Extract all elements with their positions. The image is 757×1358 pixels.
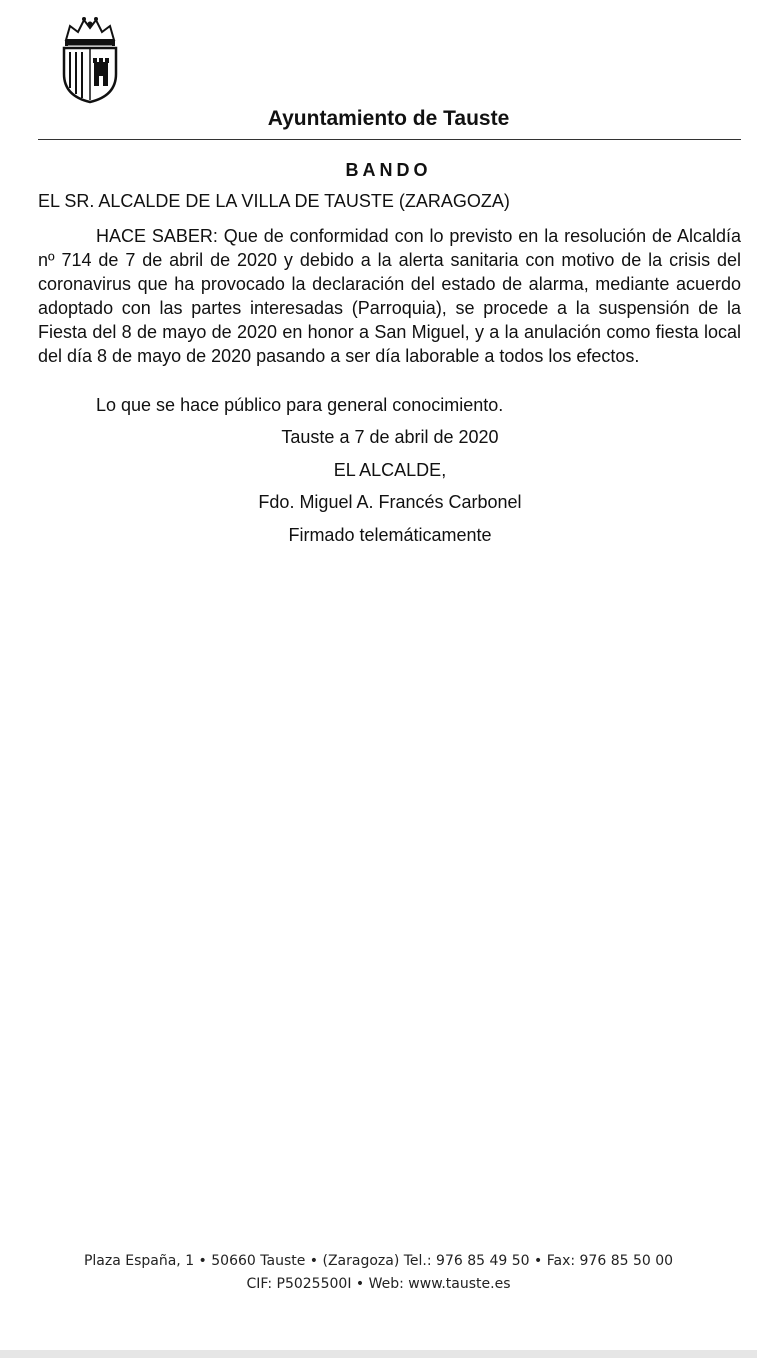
- body-paragraph: HACE SABER: Que de conformidad con lo previsto en la resolución de Alcaldía nº 714 de 7 de abril de 2020 y debido a la alerta sanitaria con motivo de la crisis del coronavirus que ha provocado la declaración del estado de alarma, mediante acuerdo adoptado con las partes interesadas (Parroquia), se procede a la suspensión de la Fiesta del 8 de mayo de 2020 en honor a San Miguel, y a la anulación como fiesta local del día 8 de mayo de 2020 pasando a ser día laborable a todos los efectos.: [38, 226, 741, 366]
- place-date: Tauste a 7 de abril de 2020: [281, 427, 499, 447]
- header-divider: [38, 139, 741, 140]
- municipal-coat-of-arms-icon: [52, 14, 128, 106]
- bottom-edge: [0, 1350, 757, 1358]
- footer-address: Plaza España, 1 • 50660 Tauste • (Zaragoza) Tel.: 976 85 49 50 • Fax: 976 85 50 00: [83, 1253, 674, 1269]
- organization-name: Ayuntamiento de Tauste: [267, 107, 510, 130]
- signer-name: Fdo. Miguel A. Francés Carbonel: [258, 492, 522, 512]
- signer-title: EL ALCALDE,: [333, 460, 447, 480]
- issuer-line: EL SR. ALCALDE DE LA VILLA DE TAUSTE (ZARAGOZA): [38, 191, 510, 211]
- footer-cif-web: CIF: P5025500I • Web: www.tauste.es: [246, 1276, 511, 1292]
- notice-line: Lo que se hace público para general conocimiento.: [96, 395, 504, 415]
- document-title: BANDO: [345, 160, 432, 180]
- signature-note: Firmado telemáticamente: [288, 525, 492, 545]
